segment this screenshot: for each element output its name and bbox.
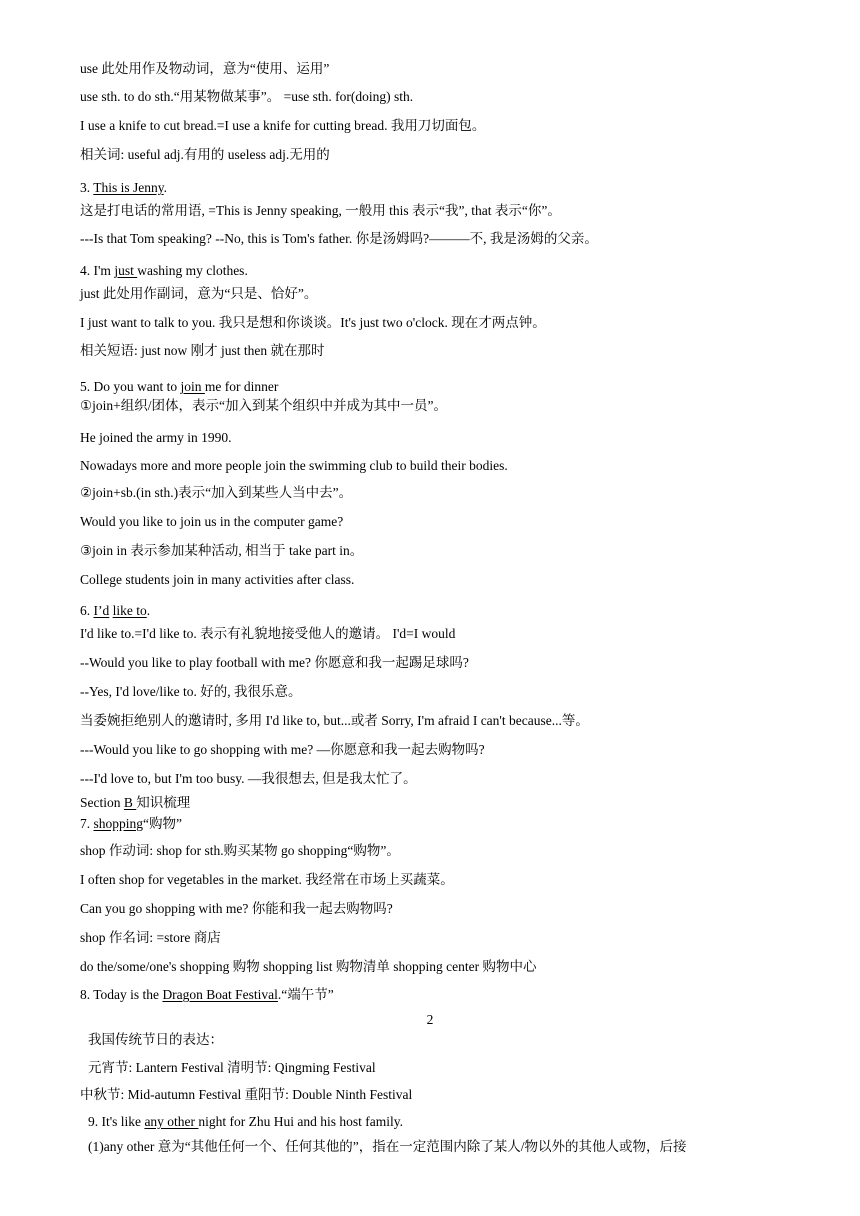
text-line: ---I'd love to, but I'm too busy. —我很想去, 但是我太忙了。 <box>80 771 417 786</box>
heading-suffix: washing my clothes. <box>137 263 248 278</box>
text-line: use 此处用作及物动词，意为“使用、运用” <box>80 61 330 76</box>
heading-suffix: “购物” <box>143 816 182 831</box>
text-line: 中秋节: Mid-autumn Festival 重阳节: Double Ninth Festival <box>80 1087 413 1102</box>
heading-suffix: me for dinner <box>204 379 279 394</box>
text-line: I often shop for vegetables in the market. 我经常在市场上买蔬菜。 <box>80 872 454 887</box>
text-line: (1)any other 意为“其他任何一个、任何其他的”，指在一定范围内除了某人/物以外的其他人或物，后接 <box>88 1139 687 1154</box>
heading-prefix: 7. <box>80 816 94 831</box>
heading-item-7 <box>80 815 182 833</box>
heading-prefix: 8. Today is the <box>80 987 163 1002</box>
text-line: do the/some/one's shopping 购物 shopping list 购物清单 shopping center 购物中心 <box>80 959 537 974</box>
text-line: He joined the army in 1990. <box>80 430 232 445</box>
heading-keyword: just <box>114 263 138 278</box>
heading-prefix: 4. I'm <box>80 263 115 278</box>
text-line: --Would you like to play football with me? 你愿意和我一起踢足球吗? <box>80 655 469 670</box>
text-line: 我国传统节日的表达： <box>88 1032 223 1047</box>
heading-keyword: Dragon Boat Festival <box>162 987 278 1002</box>
text-line: I just want to talk to you. 我只是想和你谈谈。It's just two o'clock. 现在才两点钟。 <box>80 315 546 330</box>
text-line: just 此处用作副词，意为“只是、恰好”。 <box>80 286 318 301</box>
heading-suffix: . <box>163 180 168 195</box>
text-line: --Yes, I'd love/like to. 好的, 我很乐意。 <box>80 684 302 699</box>
page-number: 2 <box>426 1012 434 1027</box>
text-line: use sth. to do sth.“用某物做某事”。 =use sth. for(doing) sth. <box>80 89 414 104</box>
text-line: 这是打电话的常用语, =This is Jenny speaking, 一般用 this 表示“我”, that 表示“你”。 <box>80 203 561 218</box>
text-line: ---Is that Tom speaking? --No, this is Tom's father. 你是汤姆吗?———不, 我是汤姆的父亲。 <box>80 231 598 246</box>
text-line: Can you go shopping with me? 你能和我一起去购物吗? <box>80 901 393 916</box>
heading-suffix: 知识梳理 <box>136 795 191 810</box>
text-line: ①join+组织/团体，表示“加入到某个组织中并成为其中一员”。 <box>80 398 447 413</box>
text-line: 相关短语: just now 刚才 just then 就在那时 <box>80 343 325 358</box>
text-line: ②join+sb.(in sth.)表示“加入到某些人当中去”。 <box>80 485 353 500</box>
text-line: I use a knife to cut bread.=I use a knife for cutting bread. 我用刀切面包。 <box>80 118 486 133</box>
heading-keyword: This is Jenny <box>93 180 164 195</box>
text-line: I'd like to.=I'd like to. 表示有礼貌地接受他人的邀请。 I'd=I would <box>80 626 456 641</box>
heading-suffix: . <box>146 603 151 618</box>
heading-prefix: 9. It's like <box>88 1114 145 1129</box>
heading-keyword: like to <box>112 603 147 618</box>
heading-keyword: join <box>180 379 205 394</box>
heading-prefix: 6. <box>80 603 94 618</box>
heading-prefix: 3. <box>80 180 94 195</box>
heading-suffix: .“端午节” <box>277 987 334 1002</box>
heading-item-5 <box>80 378 278 396</box>
heading-item-8 <box>80 986 334 1004</box>
text-line: College students join in many activities after class. <box>80 572 355 587</box>
text-line: shop 作动词: shop for sth.购买某物 go shopping“购物”。 <box>80 843 400 858</box>
heading-item-4 <box>80 262 248 280</box>
section-heading <box>80 794 190 812</box>
text-line: ---Would you like to go shopping with me? —你愿意和我一起去购物吗? <box>80 742 485 757</box>
heading-keyword: shopping <box>93 816 144 831</box>
text-line: 元宵节: Lantern Festival 清明节: Qingming Festival <box>88 1060 376 1075</box>
text-line: Nowadays more and more people join the swimming club to build their bodies. <box>80 458 508 473</box>
heading-keyword: B <box>123 795 137 810</box>
heading-item-3 <box>80 179 167 197</box>
heading-prefix: 5. Do you want to <box>80 379 181 394</box>
text-line: shop 作名词: =store 商店 <box>80 930 221 945</box>
heading-item-9 <box>88 1113 403 1131</box>
heading-keyword: I’d <box>93 603 110 618</box>
text-line: 相关词: useful adj.有用的 useless adj.无用的 <box>80 147 330 162</box>
text-line: 当委婉拒绝别人的邀请时, 多用 I'd like to, but...或者 Sorry, I'm afraid I can't because...等。 <box>80 713 589 728</box>
heading-keyword: any other <box>144 1114 199 1129</box>
text-line: ③join in 表示参加某种活动, 相当于 take part in。 <box>80 543 364 558</box>
heading-prefix: Section <box>80 795 124 810</box>
heading-suffix: night for Zhu Hui and his host family. <box>198 1114 404 1129</box>
heading-item-6 <box>80 602 150 620</box>
text-line: Would you like to join us in the computer game? <box>80 514 344 529</box>
